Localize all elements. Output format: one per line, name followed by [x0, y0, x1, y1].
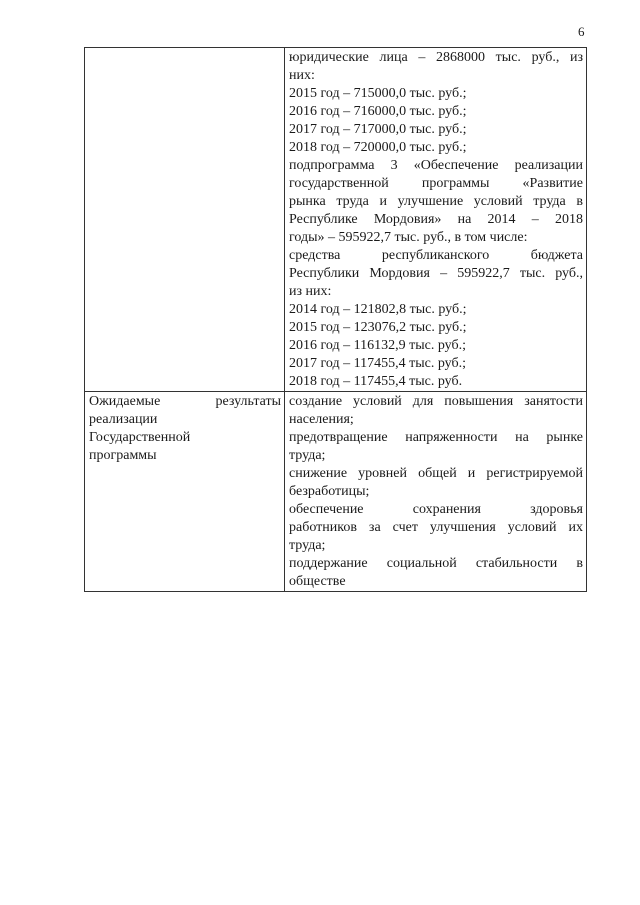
financing-line: юридические лица – 2868000 тыс. руб., из — [289, 50, 583, 65]
financing-line: 2017 год – 717000,0 тыс. руб.; — [289, 122, 467, 137]
program-passport-table — [84, 47, 587, 592]
financing-line: государственной программы «Развитие — [289, 176, 583, 191]
financing-value-cell — [285, 48, 587, 392]
results-label-line: Ожидаемые результаты — [89, 394, 281, 409]
financing-line: Республике Мордовия» на 2014 – 2018 — [289, 212, 583, 227]
results-line: безработицы; — [289, 484, 370, 499]
results-line: труда; — [289, 538, 326, 553]
results-line: работников за счет улучшения условий их — [289, 520, 583, 535]
financing-line: 2014 год – 121802,8 тыс. руб.; — [289, 302, 467, 317]
financing-line: них: — [289, 68, 315, 83]
results-line: обеспечение сохранения здоровья — [289, 502, 583, 517]
financing-label-cell — [85, 48, 285, 392]
page-number: 6 — [578, 24, 585, 39]
financing-line: 2016 год – 116132,9 тыс. руб.; — [289, 338, 466, 353]
financing-line: из них: — [289, 284, 332, 299]
results-label-line: Государственной — [89, 430, 191, 445]
results-line: поддержание социальной стабильности в — [289, 556, 583, 571]
financing-line: 2015 год – 715000,0 тыс. руб.; — [289, 86, 467, 101]
results-value-cell — [285, 392, 587, 592]
financing-line: годы» – 595922,7 тыс. руб., в том числе: — [289, 230, 528, 245]
results-label-line: реализации — [89, 412, 158, 427]
financing-line: 2015 год – 123076,2 тыс. руб.; — [289, 320, 467, 335]
results-label-cell — [85, 392, 285, 592]
results-line: обществе — [289, 574, 346, 589]
results-line: создание условий для повышения занятости — [289, 394, 583, 409]
financing-line: средства республиканского бюджета — [289, 248, 583, 263]
table-row — [85, 392, 587, 592]
financing-line: 2017 год – 117455,4 тыс. руб.; — [289, 356, 466, 371]
results-line: снижение уровней общей и регистрируемой — [289, 466, 583, 481]
financing-line: 2018 год – 720000,0 тыс. руб.; — [289, 140, 467, 155]
results-line: населения; — [289, 412, 354, 427]
financing-line: 2016 год – 716000,0 тыс. руб.; — [289, 104, 467, 119]
results-line: предотвращение напряженности на рынке — [289, 430, 583, 445]
table-row — [85, 48, 587, 392]
financing-line: 2018 год – 117455,4 тыс. руб. — [289, 374, 463, 389]
financing-line: Республики Мордовия – 595922,7 тыс. руб., — [289, 266, 583, 281]
financing-line: рынка труда и улучшение условий труда в — [289, 194, 583, 209]
results-line: труда; — [289, 448, 326, 463]
results-label-line: программы — [89, 448, 157, 463]
financing-line: подпрограмма 3 «Обеспечение реализации — [289, 158, 583, 173]
